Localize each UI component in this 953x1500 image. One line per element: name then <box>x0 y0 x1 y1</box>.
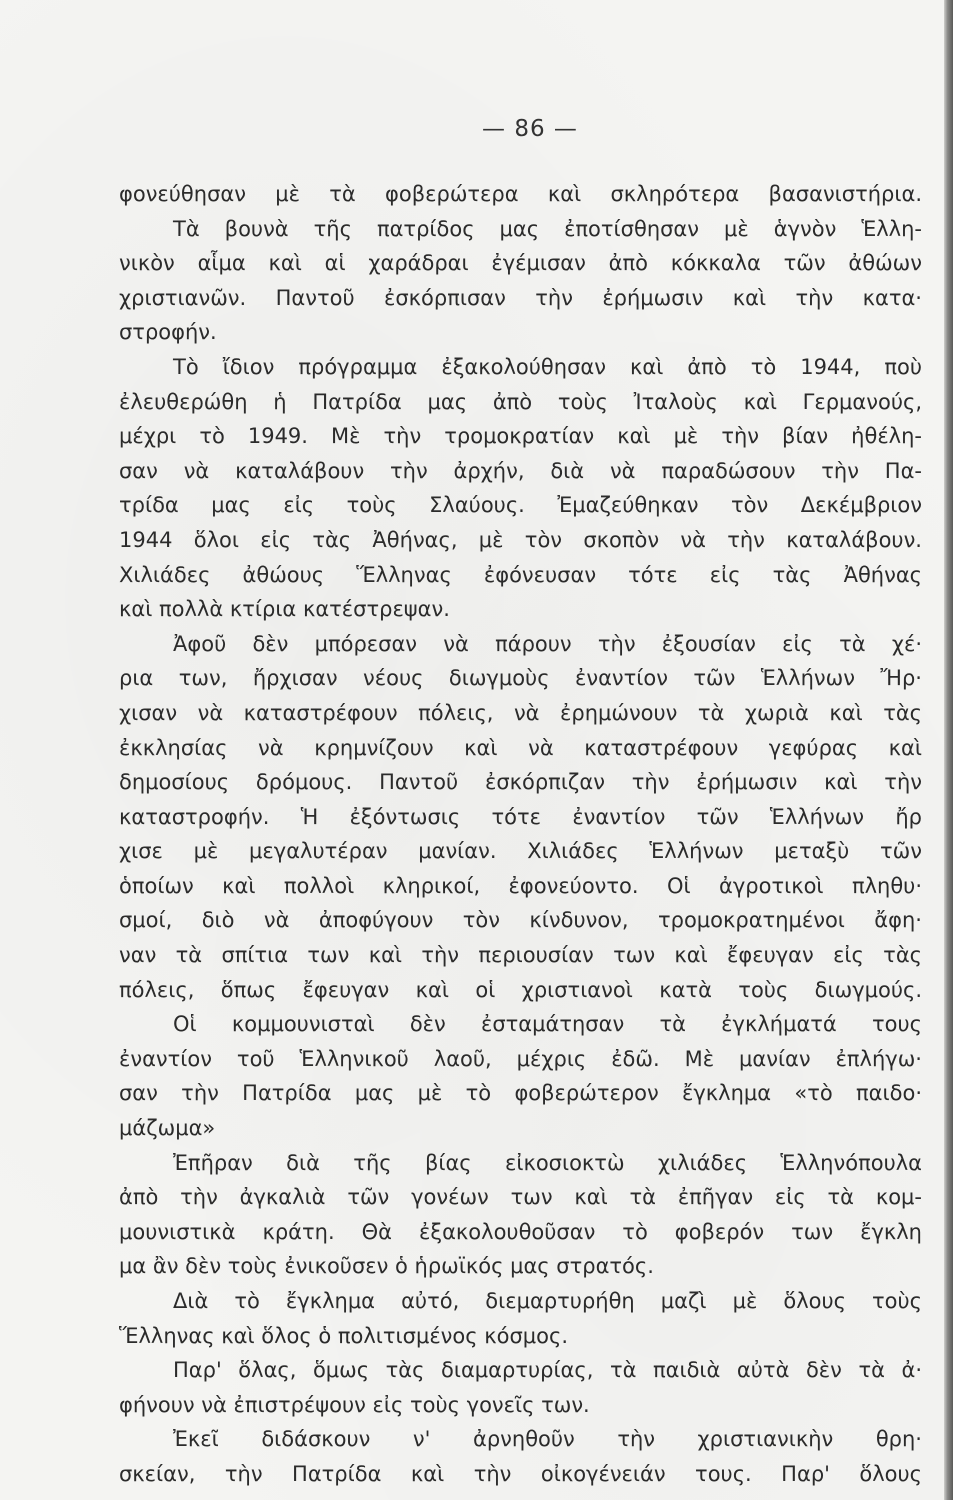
text-line: σμοί, διὸ νὰ ἀποφύγουν τὸν κίνδυνον, τρομοκρατημένοι ἄφη· <box>119 908 922 933</box>
text-line: 1944 ὅλοι εἰς τὰς Ἀθήνας, μὲ τὸν σκοπὸν νὰ τὴν καταλάβουν. <box>119 527 922 552</box>
body-text <box>119 177 922 1492</box>
text-line: Ἐπῆραν διὰ τῆς βίας εἰκοσιοκτὼ χιλιάδες Ἑλληνόπουλα <box>173 1150 922 1175</box>
text-line: καὶ πολλὰ κτίρια κατέστρεψαν. <box>119 597 450 622</box>
text-line: Παρ' ὅλας, ὅμως τὰς διαμαρτυρίας, τὰ παιδιὰ αὐτὰ δὲν τὰ ἀ· <box>173 1358 922 1383</box>
text-line: μέχρι τὸ 1949. Μὲ τὴν τρομοκρατίαν καὶ μὲ τὴν βίαν ἠθέλη- <box>119 424 922 449</box>
text-line: στροφήν. <box>119 320 217 345</box>
text-line: ναν τὰ σπίτια των καὶ τὴν περιουσίαν των καὶ ἔφευγαν εἰς τὰς <box>119 943 922 968</box>
text-line: Διὰ τὸ ἔγκλημα αὐτό, διεμαρτυρήθη μαζὶ μὲ ὅλους τοὺς <box>173 1289 922 1313</box>
text-line: ἐλευθερώθη ἡ Πατρίδα μας ἀπὸ τοὺς Ἰταλοὺς καὶ Γερμανούς, <box>119 389 922 414</box>
text-line: σκείαν, τὴν Πατρίδα καὶ τὴν οἰκογένειάν τους. Παρ' ὅλους <box>119 1461 922 1486</box>
text-line: Ἕλληνας καὶ ὅλος ὁ πολιτισμένος κόσμος. <box>119 1323 568 1348</box>
text-line: φονεύθησαν μὲ τὰ φοβερώτερα καὶ σκληρότερα βασανιστήρια. <box>119 182 922 206</box>
text-line: μάζωμα» <box>119 1116 216 1141</box>
text-line: χισαν νὰ καταστρέφουν πόλεις, νὰ ἐρημώνουν τὰ χωριὰ καὶ τὰς <box>119 700 922 725</box>
text-line: ἀπὸ τὴν ἀγκαλιὰ τῶν γονέων των καὶ τὰ ἐπῆγαν εἰς τὰ κομ- <box>119 1185 922 1210</box>
text-line: τρίδα μας εἰς τοὺς Σλαύους. Ἐμαζεύθηκαν τὸν Δεκέμβριον <box>119 493 922 518</box>
text-line: Ἀφοῦ δὲν μπόρεσαν νὰ πάρουν τὴν ἐξουσίαν εἰς τὰ χέ· <box>173 631 922 656</box>
text-line: σαν νὰ καταλάβουν τὴν ἀρχήν, διὰ νὰ παραδώσουν τὴν Πα- <box>119 458 922 483</box>
text-line: ἐναντίον τοῦ Ἑλληνικοῦ λαοῦ, μέχρις ἐδῶ. Μὲ μανίαν ἐπλήγω· <box>119 1046 922 1071</box>
text-line: καταστροφήν. Ἡ ἐξόντωσις τότε ἐναντίον τῶν Ἑλλήνων ἤρ <box>119 804 922 829</box>
text-line: νικὸν αἷμα καὶ αἱ χαράδραι ἐγέμισαν ἀπὸ κόκκαλα τῶν ἀθώων <box>119 251 922 276</box>
text-line: σαν τὴν Πατρίδα μας μὲ τὸ φοβερώτερον ἔγκλημα «τὸ παιδο· <box>119 1081 922 1106</box>
text-line: Χιλιάδες ἀθώους Ἕλληνας ἐφόνευσαν τότε εἰς τὰς Ἀθήνας <box>119 562 922 587</box>
text-line: Οἱ κομμουνισταὶ δὲν ἐσταμάτησαν τὰ ἐγκλήματά τους <box>173 1012 922 1037</box>
text-line: Ἐκεῖ διδάσκουν ν' ἀρνηθοῦν τὴν χριστιανικὴν θρη· <box>173 1427 922 1452</box>
page-edge-shadow <box>944 0 953 1500</box>
text-line: ὁποίων καὶ πολλοὶ κληρικοί, ἐφονεύοντο. Οἱ ἀγροτικοὶ πληθυ· <box>119 873 922 898</box>
text-line: Τὰ βουνὰ τῆς πατρίδος μας ἐποτίσθησαν μὲ ἁγνὸν Ἑλλη- <box>173 216 922 241</box>
text-line: ρια των, ἤρχισαν νέους διωγμοὺς ἐναντίον τῶν Ἑλλήνων Ἤρ· <box>119 666 922 691</box>
page-number: — 86 — <box>482 116 578 142</box>
text-line: πόλεις, ὅπως ἔφευγαν καὶ οἱ χριστιανοὶ κατὰ τοὺς διωγμούς. <box>119 977 922 1002</box>
text-line: χριστιανῶν. Παντοῦ ἐσκόρπισαν τὴν ἐρήμωσιν καὶ τὴν κατα· <box>119 285 922 310</box>
text-line: φήνουν νὰ ἐπιστρέψουν εἰς τοὺς γονεῖς των. <box>119 1392 590 1417</box>
text-line: Τὸ ἴδιον πρόγραμμα ἐξακολούθησαν καὶ ἀπὸ τὸ 1944, ποὺ <box>173 354 922 379</box>
text-line: χισε μὲ μεγαλυτέραν μανίαν. Χιλιάδες Ἑλλήνων μεταξὺ τῶν <box>119 839 922 864</box>
text-line: μουνιστικὰ κράτη. Θὰ ἐξακολουθοῦσαν τὸ φοβερόν των ἔγκλη <box>119 1219 922 1244</box>
text-line: ἐκκλησίας νὰ κρημνίζουν καὶ νὰ καταστρέφουν γεφύρας καὶ <box>119 735 922 760</box>
text-line: δημοσίους δρόμους. Παντοῦ ἐσκόρπιζαν τὴν ἐρήμωσιν καὶ τὴν <box>119 770 922 795</box>
text-line: μα ἂν δὲν τοὺς ἐνικοῦσεν ὁ ἡρωϊκός μας στρατός. <box>119 1254 654 1279</box>
